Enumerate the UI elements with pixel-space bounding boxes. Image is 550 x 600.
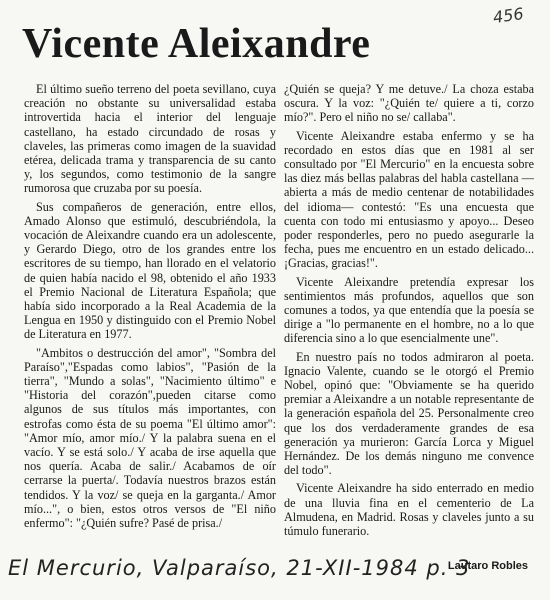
author-byline: Lautaro Robles [447,560,528,572]
paragraph: "Ambitos o destrucción del amor", "Sombra del Paraíso","Espadas como labios", "Pasión de la tierra", "Mundo a solas", "Nacimiento último" e "Historia del corazón",pueden citarse como algunos de sus títulos más importantes, con estrofas como ésta de su poema "El último amor": "Amor mío, amor mío./ Y la palabra suena en el vacío. Y se está solo./ Y acaba de irse aquella que nos quería. Acaba de salir./ Acabamos de oír cerrarse la puerta/. Todavía nuestros brazos están tendidos. Y la voz/ se queja en la garganta./ Amor mío...", o bien, estos otros versos de "El niño enfermo": "¿Quién sufre? Pasé de prisa./ [24,345,276,531]
handwritten-page-number: 456 [492,3,526,28]
paragraph: En nuestro país no todos admiraron al poeta. Ignacio Valente, cuando se le otorgó el Premio Nobel, opinó que: "Obviamente se ha querido premiar a Aleixandre a un notable representante de la generación española del 25. Personalmente creo que los dos verdaderamente grandes de esa generación ya murieron: García Lorca y Miguel Hernández. De los demás ninguno me convence del todo". [284,349,534,478]
paragraph: Vicente Aleixandre ha sido enterrado en medio de una lluvia fina en el cementerio de La Almudena, en Madrid. Rosas y claveles junto a su túmulo funerario. [284,481,534,539]
paragraph: El último sueño terreno del poeta sevillano, cuya creación no obstante su universalidad estaba introvertida hacia el interior del lenguaje castellano, ha estado circundado de rosas y claveles, las primeras como imagen de la suavidad etérea, delicada trama y transparencia de su canto y, los segundos, como testimonio de la sangre rumorosa que cruzaba por su poesía. [24,82,276,196]
paragraph: Vicente Aleixandre pretendía expresar los sentimientos más profundos, aquellos que son comunes a todos, ya que entendía que la poesía se dirige a "lo permanente en el hombre, no a lo que diferencia sino a lo que esencialmente une". [284,274,534,346]
paragraph: Sus compañeros de generación, entre ellos, Amado Alonso que estimuló, descubriéndola, la vocación de Aleixandre cuando era un adolescente, y Gerardo Diego, otro de los grandes entre los escritores de su tiempo, han llorado en el velatorio de quien había nacido el 98, obtenido el año 1933 el Premio Nacional de Literatura Española; que había sido incorporado a la Real Academia de la Lengua en 1950 y distinguido con el Premio Nobel de Literatura en 1977. [24,199,276,342]
paragraph: ¿Quién se queja? Y me detuve./ La choza estaba oscura. Y la voz: "¿Quién te/ quiere a ti, corzo mío?". Pero el niño no se/ callaba". [284,82,534,125]
article-title: Vicente Aleixandre [22,21,371,67]
paragraph: Vicente Aleixandre estaba enfermo y se ha recordado en estos días que en 1981 al ser consultado por "El Mercurio" en la encuesta sobre las diez más bellas palabras del habla castellana —abierta a más de medio centenar de notabilidades del idioma— contestó: "Es una encuesta que cuenta con todo mi entusiasmo y apoyo... Deseo poder responderles, pero no puedo asegurarle la fecha, pues me encuentro en un estado delicado... ¡Gracias, gracias!". [284,128,534,271]
handwritten-source-note: El Mercurio, Valparaíso, 21-XII-1984 p. 3 [8,556,471,580]
left-column [24,82,276,534]
right-column [284,82,534,542]
